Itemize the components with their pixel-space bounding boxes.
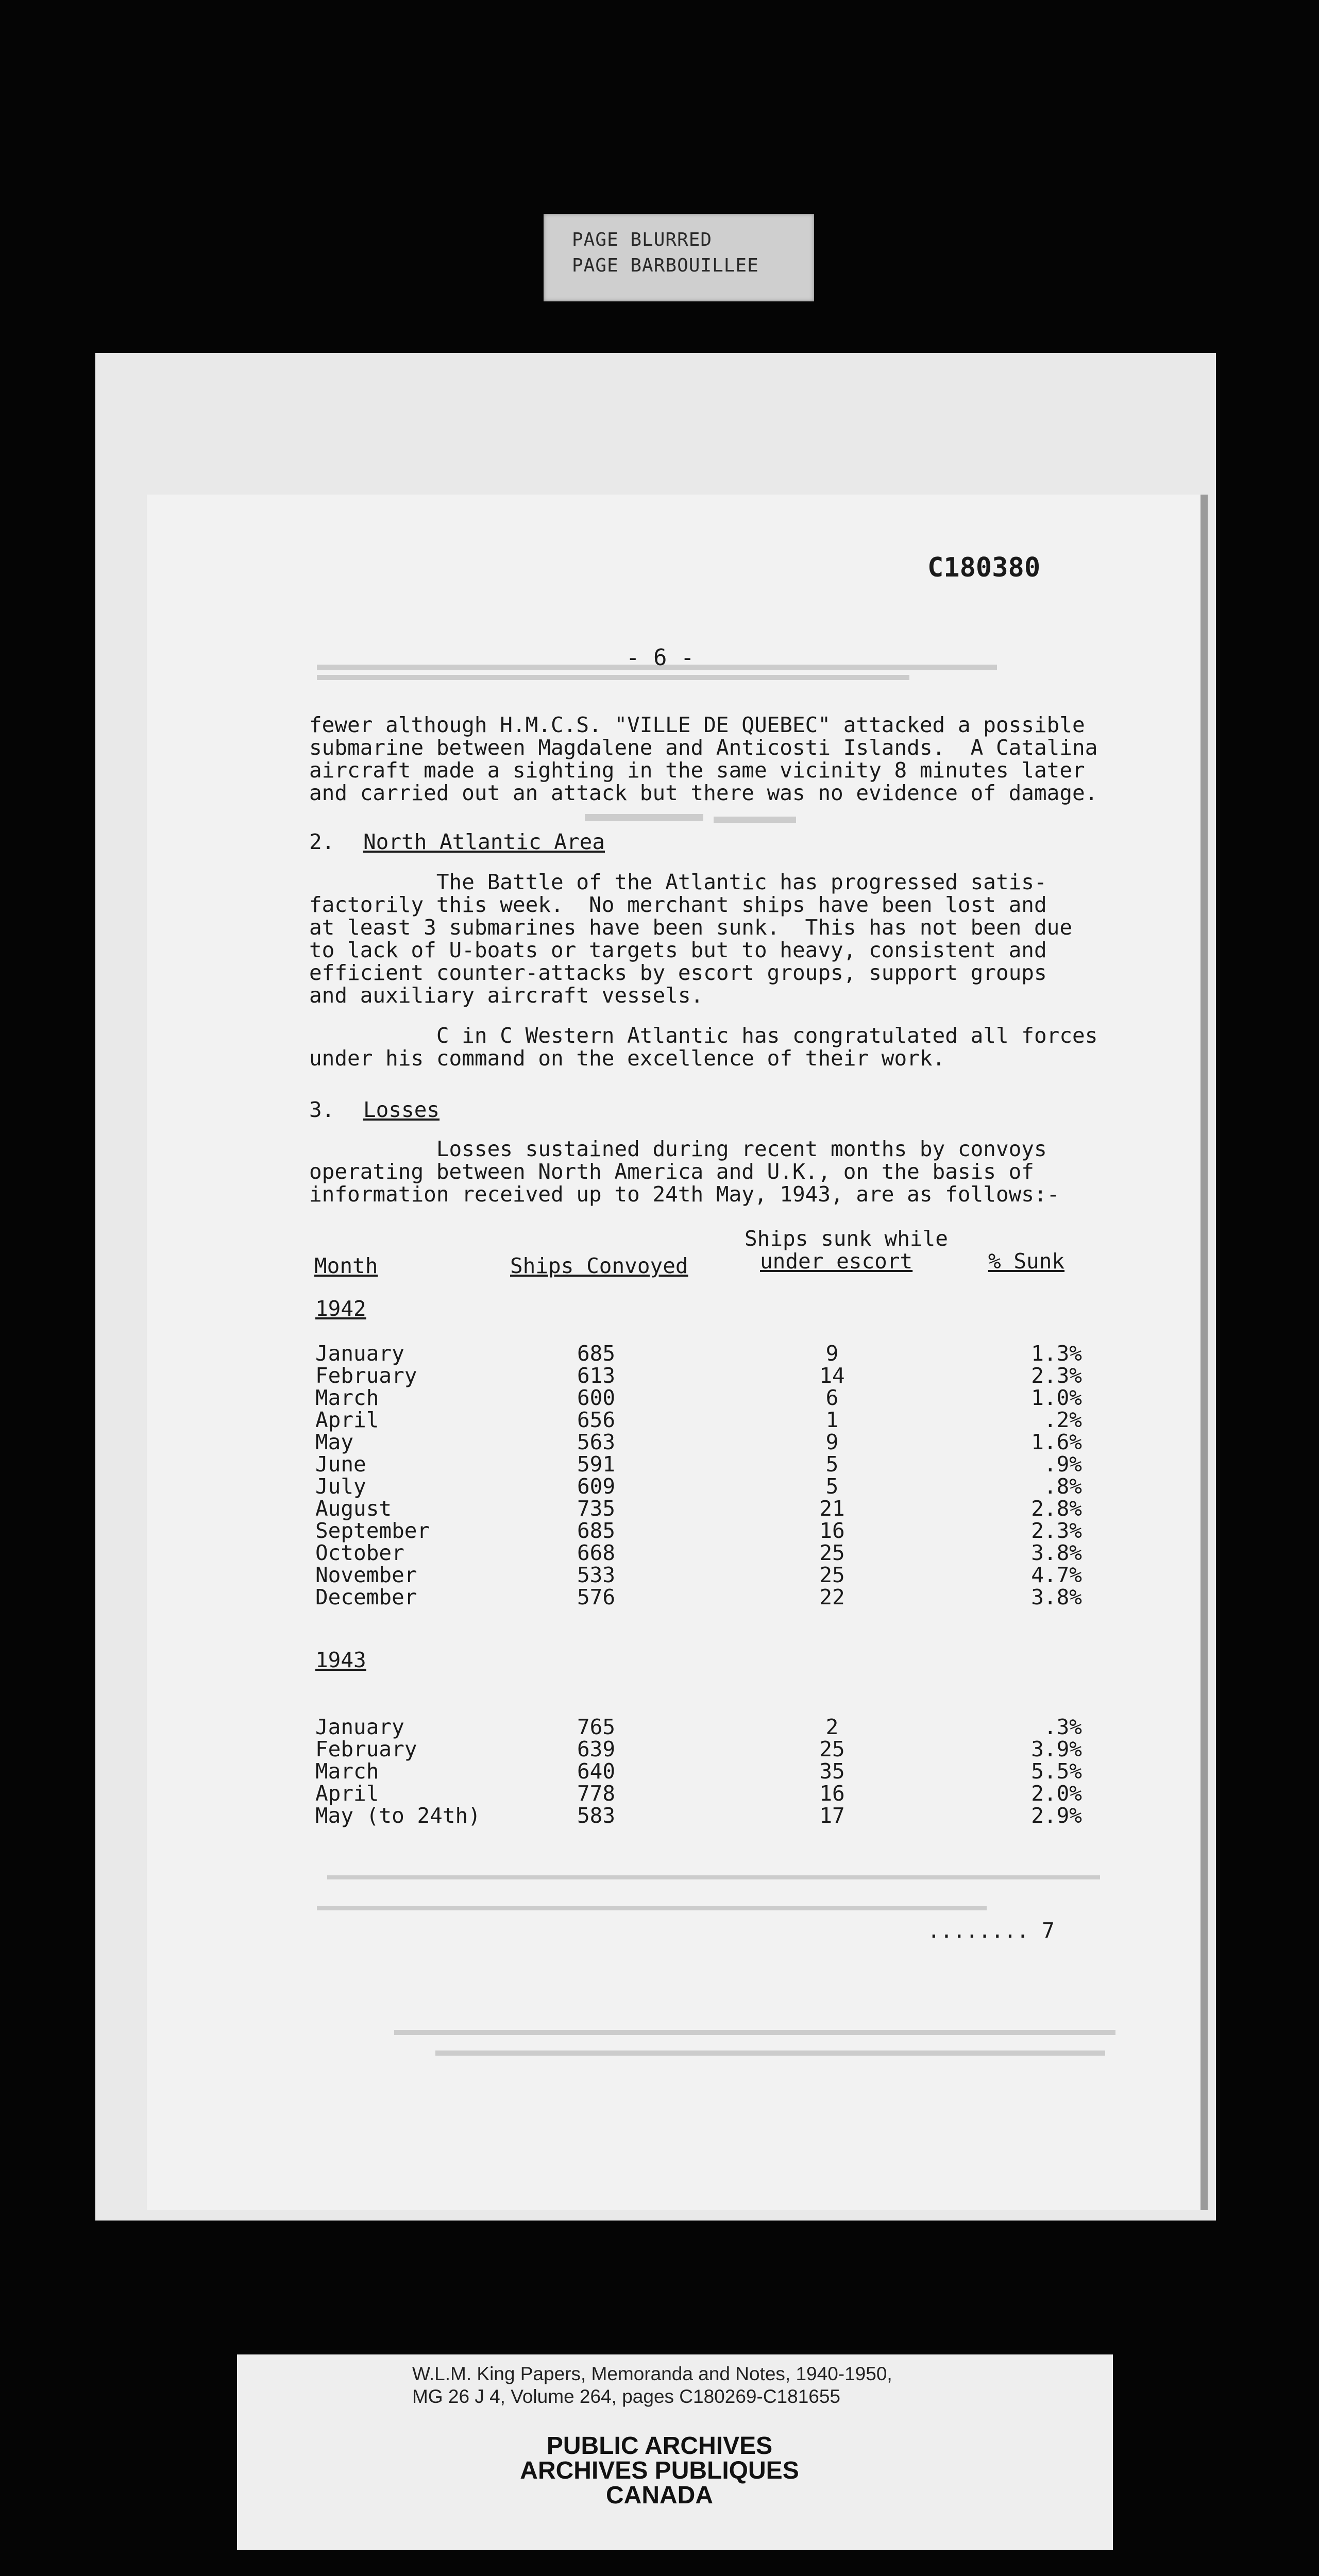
table-cell-ships-sunk: 25: [819, 1540, 845, 1565]
section3-paragraph: Losses sustained during recent months by convoys operating between North America and U.K., on the basis of information received up to 24th May, 1943, are as follows:-: [309, 1137, 1060, 1207]
table-cell-ships-sunk: 5: [825, 1452, 839, 1477]
table-cell-month: February: [315, 1737, 417, 1761]
page-marker: - 6 -: [626, 645, 695, 671]
table-cell-ships-convoyed: 576: [577, 1585, 616, 1609]
table-cell-ships-sunk: 5: [825, 1474, 839, 1499]
opening-paragraph: fewer although H.M.C.S. "VILLE DE QUEBEC" attacked a possible submarine between Magdalene and Anticosti Islands. A Catalina aircraft made a sighting in the same vicinity 8 minutes later and carried out an attack but there was no evidence of damage.: [309, 713, 1098, 805]
table-year-heading: 1943: [315, 1648, 366, 1672]
blur-notice-line2: PAGE BARBOUILLEE: [572, 255, 759, 276]
table-cell-ships-convoyed: 685: [577, 1341, 616, 1366]
section3-title: Losses: [363, 1097, 440, 1122]
table-cell-ships-convoyed: 640: [577, 1759, 616, 1784]
table-cell-month: June: [315, 1452, 366, 1477]
table-cell-ships-sunk: 16: [819, 1781, 845, 1806]
table-cell-ships-sunk: 16: [819, 1518, 845, 1543]
table-cell-month: March: [315, 1385, 379, 1410]
table-cell-month: May: [315, 1430, 354, 1454]
table-cell-percent-sunk: .2%: [1043, 1408, 1082, 1432]
continuation-marker: ........ 7: [927, 1918, 1055, 1943]
table-cell-ships-convoyed: 563: [577, 1430, 616, 1454]
table-cell-month: April: [315, 1781, 379, 1806]
archive-citation-line1: W.L.M. King Papers, Memoranda and Notes, 1940-1950,: [412, 2363, 892, 2384]
table-cell-ships-convoyed: 668: [577, 1540, 616, 1565]
table-cell-month: January: [315, 1715, 404, 1739]
table-cell-ships-convoyed: 656: [577, 1408, 616, 1432]
table-cell-ships-convoyed: 639: [577, 1737, 616, 1761]
table-header-percent-sunk: % Sunk: [988, 1249, 1065, 1274]
table-cell-ships-convoyed: 765: [577, 1715, 616, 1739]
archive-title-canada: CANADA: [606, 2482, 713, 2509]
table-cell-ships-convoyed: 609: [577, 1474, 616, 1499]
table-cell-ships-sunk: 25: [819, 1563, 845, 1587]
table-cell-percent-sunk: 1.0%: [1031, 1385, 1082, 1410]
blur-notice-line1: PAGE BLURRED: [572, 229, 713, 250]
table-cell-percent-sunk: 1.3%: [1031, 1341, 1082, 1366]
archive-title-english: PUBLIC ARCHIVES: [546, 2432, 773, 2460]
table-cell-percent-sunk: 2.9%: [1031, 1803, 1082, 1828]
table-cell-month: September: [315, 1518, 430, 1543]
blurred-page-notice: [544, 214, 814, 301]
table-cell-ships-sunk: 21: [819, 1496, 845, 1521]
table-cell-month: February: [315, 1363, 417, 1388]
table-cell-percent-sunk: 3.8%: [1031, 1540, 1082, 1565]
table-header-ships-convoyed: Ships Convoyed: [510, 1253, 688, 1278]
table-cell-month: April: [315, 1408, 379, 1432]
table-cell-ships-convoyed: 735: [577, 1496, 616, 1521]
document-reference-number: C180380: [927, 552, 1041, 583]
section2-number: 2.: [309, 829, 335, 854]
table-cell-month: November: [315, 1563, 417, 1587]
table-cell-percent-sunk: 3.9%: [1031, 1737, 1082, 1761]
table-cell-percent-sunk: 1.6%: [1031, 1430, 1082, 1454]
table-cell-month: January: [315, 1341, 404, 1366]
table-cell-ships-convoyed: 591: [577, 1452, 616, 1477]
table-year-heading: 1942: [315, 1296, 366, 1321]
table-cell-month: March: [315, 1759, 379, 1784]
table-cell-month: May (to 24th): [315, 1803, 481, 1828]
table-cell-ships-sunk: 35: [819, 1759, 845, 1784]
table-cell-ships-sunk: 22: [819, 1585, 845, 1609]
table-cell-percent-sunk: 4.7%: [1031, 1563, 1082, 1587]
archive-citation-line2: MG 26 J 4, Volume 264, pages C180269-C181655: [412, 2386, 841, 2407]
table-cell-ships-convoyed: 613: [577, 1363, 616, 1388]
table-header-ships-sunk-line1: Ships sunk while: [745, 1226, 948, 1251]
table-cell-ships-convoyed: 600: [577, 1385, 616, 1410]
table-cell-month: August: [315, 1496, 392, 1521]
table-cell-ships-convoyed: 583: [577, 1803, 616, 1828]
section2-paragraph: The Battle of the Atlantic has progressed satis- factorily this week. No merchant ships have been lost and at least 3 submarines have been sunk. This has not been due to lack of U-boats or targets but to heavy, consistent and efficient counter-attacks by escort groups, support groups and auxiliary aircraft vessels.: [309, 870, 1073, 1008]
table-cell-ships-convoyed: 685: [577, 1518, 616, 1543]
table-cell-ships-sunk: 2: [825, 1715, 839, 1739]
archive-title-french: ARCHIVES PUBLIQUES: [520, 2457, 799, 2484]
table-cell-percent-sunk: 5.5%: [1031, 1759, 1082, 1784]
section2-paragraph2: C in C Western Atlantic has congratulated all forces under his command on the excellence of their work.: [309, 1023, 1098, 1071]
table-cell-percent-sunk: 2.0%: [1031, 1781, 1082, 1806]
table-cell-month: July: [315, 1474, 366, 1499]
table-cell-ships-sunk: 1: [825, 1408, 839, 1432]
table-header-month: Month: [314, 1253, 378, 1278]
table-header-ships-sunk-line2: under escort: [760, 1249, 913, 1274]
table-cell-ships-sunk: 25: [819, 1737, 845, 1761]
section2-title: North Atlantic Area: [363, 829, 605, 854]
table-cell-ships-sunk: 14: [819, 1363, 845, 1388]
table-cell-ships-convoyed: 533: [577, 1563, 616, 1587]
table-cell-percent-sunk: 2.8%: [1031, 1496, 1082, 1521]
table-cell-month: December: [315, 1585, 417, 1609]
table-cell-month: October: [315, 1540, 404, 1565]
table-cell-ships-sunk: 9: [825, 1430, 839, 1454]
table-cell-ships-sunk: 17: [819, 1803, 845, 1828]
table-cell-percent-sunk: 3.8%: [1031, 1585, 1082, 1609]
table-cell-percent-sunk: .3%: [1043, 1715, 1082, 1739]
table-cell-percent-sunk: 2.3%: [1031, 1363, 1082, 1388]
table-cell-ships-convoyed: 778: [577, 1781, 616, 1806]
section3-number: 3.: [309, 1097, 335, 1122]
table-cell-percent-sunk: .8%: [1043, 1474, 1082, 1499]
table-cell-ships-sunk: 6: [825, 1385, 839, 1410]
table-cell-ships-sunk: 9: [825, 1341, 839, 1366]
table-cell-percent-sunk: 2.3%: [1031, 1518, 1082, 1543]
table-cell-percent-sunk: .9%: [1043, 1452, 1082, 1477]
